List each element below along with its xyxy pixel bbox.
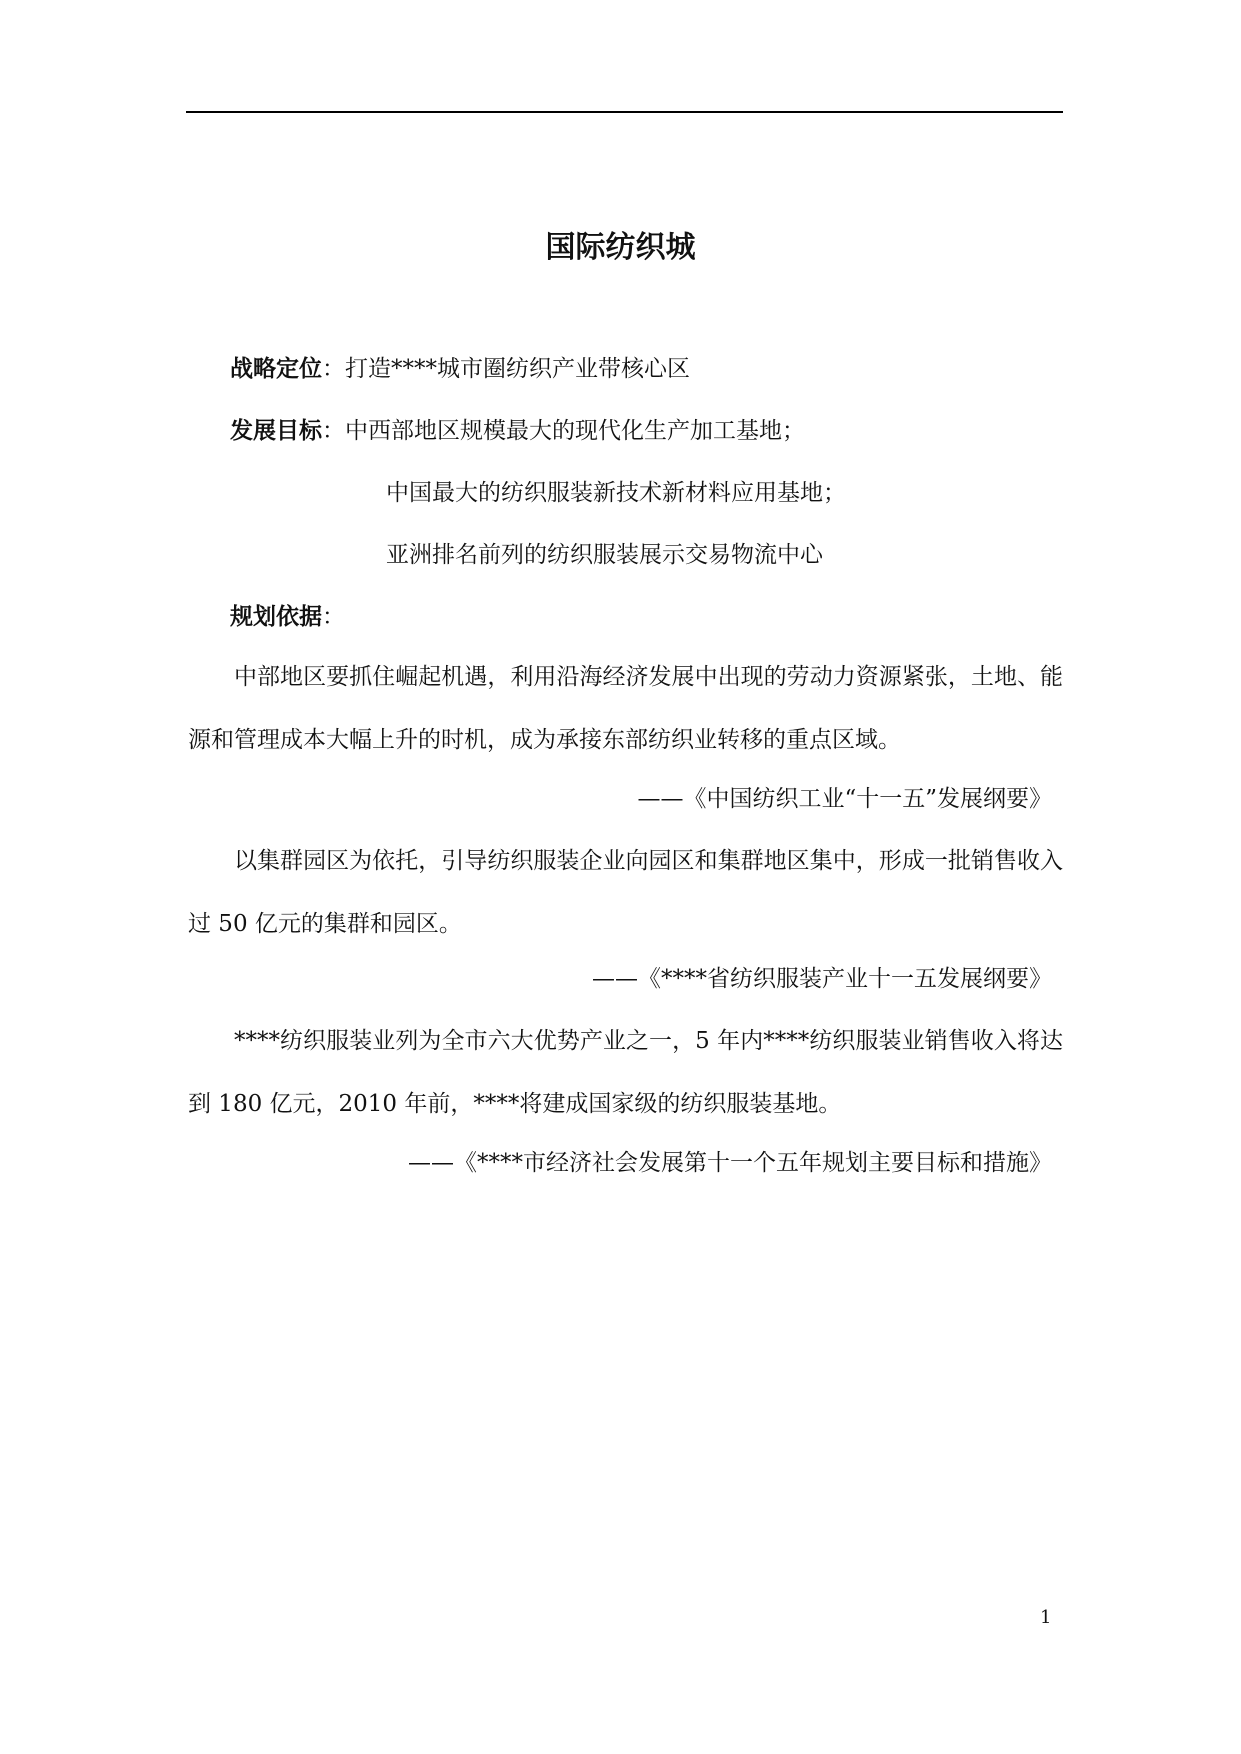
quote-2-source: ——《****省纺织服装产业十一五发展纲要》: [592, 966, 1052, 992]
goal-item-2: 中国最大的纺织服装新技术新材料应用基地；: [386, 480, 846, 506]
basis-colon: ：: [322, 604, 345, 630]
quote-2-text: 以集群园区为依托，引导纺织服装企业向园区和集群地区集中，形成一批销售收入过 50 亿元的集群和园区。: [188, 848, 1063, 937]
positioning-colon: ：: [322, 356, 345, 382]
quote-1-source: ——《中国纺织工业“十一五”发展纲要》: [637, 786, 1052, 812]
goal-item-1: 中西部地区规模最大的现代化生产加工基地；: [345, 418, 805, 444]
goals-line: [230, 414, 805, 448]
positioning-label: 战略定位: [230, 356, 322, 382]
goals-colon: ：: [322, 418, 345, 444]
page-title: 国际纺织城: [545, 230, 696, 265]
quote-3-source: ——《****市经济社会发展第十一个五年规划主要目标和措施》: [408, 1150, 1052, 1176]
quote-1-text: 中部地区要抓住崛起机遇，利用沿海经济发展中出现的劳动力资源紧张，土地、能源和管理成本大幅上升的时机，成为承接东部纺织业转移的重点区域。: [188, 664, 1063, 753]
positioning-text: 打造****城市圈纺织产业带核心区: [345, 356, 690, 382]
header-rule: [186, 111, 1063, 113]
page-number: 1: [1040, 1607, 1052, 1628]
goals-label: 发展目标: [230, 418, 322, 444]
basis-heading: [230, 600, 345, 634]
basis-label: 规划依据: [230, 604, 322, 630]
goal-item-3: 亚洲排名前列的纺织服装展示交易物流中心: [386, 542, 823, 568]
quote-3-text: ****纺织服装业列为全市六大优势产业之一，5 年内****纺织服装业销售收入将达到 180 亿元，2010 年前，****将建成国家级的纺织服装基地。: [188, 1028, 1063, 1117]
positioning-line: [230, 352, 690, 386]
